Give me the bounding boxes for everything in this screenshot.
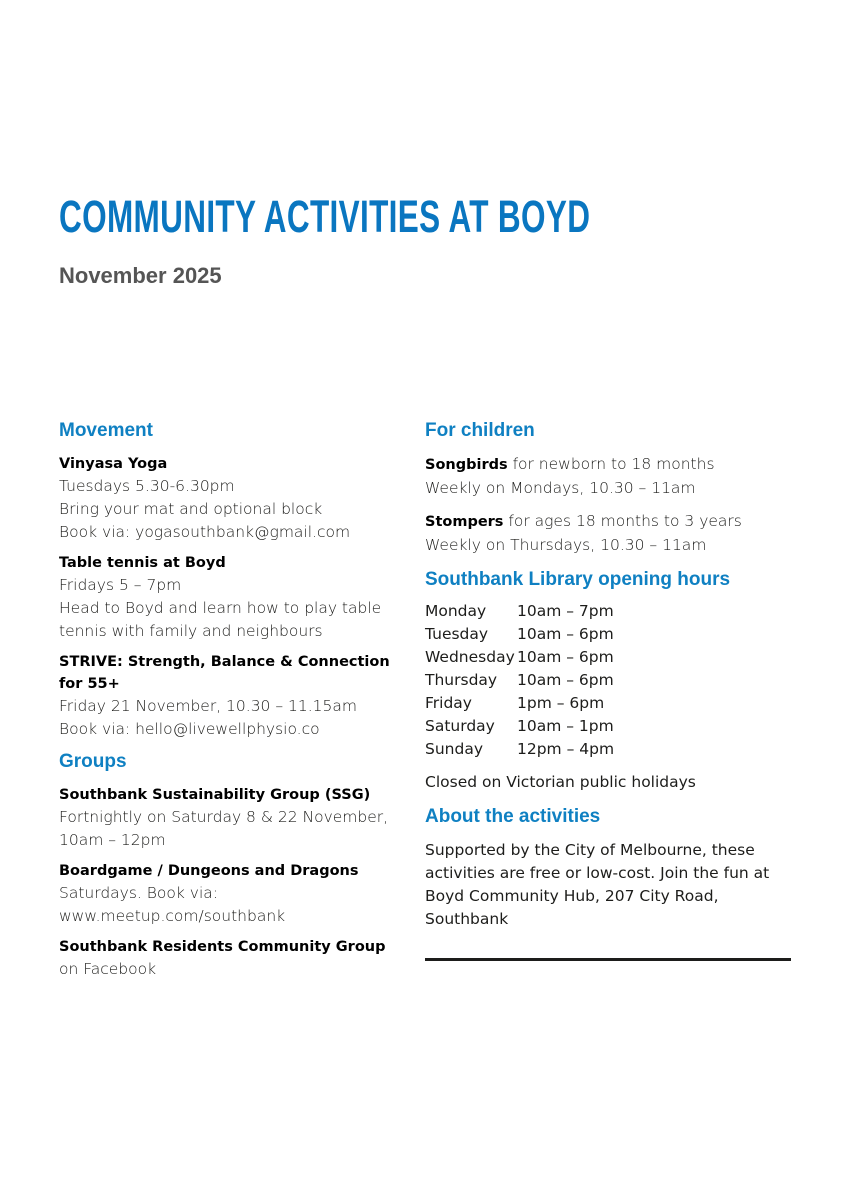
hours-row [425, 692, 614, 715]
library-hours-table [425, 600, 614, 761]
hours-row [425, 646, 614, 669]
activity-detail: Tuesdays 5.30-6.30pm [59, 477, 235, 495]
activity-detail: tennis with family and neighbours [59, 622, 323, 640]
hours-day: Tuesday [425, 625, 489, 643]
section-heading-about: About the activities [425, 806, 601, 827]
activity-title: Table tennis at Boyd [59, 555, 226, 571]
activity-strive [59, 651, 409, 741]
children-stompers [425, 510, 791, 557]
children-activity-schedule: Weekly on Mondays, 10.30 – 11am [425, 479, 696, 497]
hours-row [425, 715, 614, 738]
children-activity-age: for newborn to 18 months [512, 455, 715, 473]
hours-day: Sunday [425, 740, 483, 758]
activity-detail: Friday 21 November, 10.30 – 11.15am [59, 697, 357, 715]
hours-day: Thursday [425, 671, 498, 689]
activity-detail: Fridays 5 – 7pm [59, 576, 182, 594]
hours-row [425, 623, 614, 646]
page-title: COMMUNITY ACTIVITIES AT BOYD [59, 191, 591, 242]
activity-title: Vinyasa Yoga [59, 456, 168, 472]
children-activity-schedule: Weekly on Thursdays, 10.30 – 11am [425, 536, 707, 554]
page-subtitle-date: November 2025 [59, 263, 222, 288]
activity-booking: Book via: hello@livewellphysio.co [59, 720, 320, 738]
children-activity-age: for ages 18 months to 3 years [508, 512, 742, 530]
hours-time: 10am – 6pm [517, 671, 614, 689]
group-title: Southbank Sustainability Group (SSG) [59, 787, 371, 803]
activity-vinyasa-yoga [59, 453, 409, 544]
hours-row [425, 738, 614, 761]
group-residents [59, 936, 409, 981]
group-detail: Fortnightly on Saturday 8 & 22 November, [59, 808, 389, 826]
group-title: Southbank Residents Community Group [59, 939, 386, 955]
about-text: Supported by the City of Melbourne, these activities are free or low-cost. Join the fun at Boyd Community Hub, 207 City Road, Southbank [425, 841, 770, 928]
section-heading-groups: Groups [59, 751, 127, 772]
hours-day: Saturday [425, 717, 495, 735]
activity-detail: Bring your mat and optional block [59, 500, 323, 518]
left-column [59, 418, 409, 989]
group-link: www.meetup.com/southbank [59, 907, 286, 925]
group-detail: Saturdays. Book via: [59, 884, 218, 902]
group-title: Boardgame / Dungeons and Dragons [59, 863, 359, 879]
hours-time: 10am – 6pm [517, 625, 614, 643]
group-detail: 10am – 12pm [59, 831, 166, 849]
hours-day: Wednesday [425, 648, 515, 666]
right-column [425, 418, 791, 941]
hours-time: 10am – 7pm [517, 602, 614, 620]
library-holiday-note: Closed on Victorian public holidays [425, 773, 696, 791]
activity-table-tennis [59, 552, 409, 643]
group-ssg [59, 784, 409, 852]
hours-row [425, 669, 614, 692]
activity-booking: Book via: yogasouthbank@gmail.com [59, 523, 351, 541]
group-boardgame [59, 860, 409, 928]
children-activity-name: Stompers [425, 514, 504, 530]
section-heading-children: For children [425, 420, 535, 441]
group-detail: on Facebook [59, 960, 157, 978]
section-heading-library-hours: Southbank Library opening hours [425, 569, 731, 590]
hours-time: 1pm – 6pm [517, 694, 605, 712]
children-songbirds [425, 453, 791, 500]
divider-rule [425, 958, 791, 961]
activity-detail: Head to Boyd and learn how to play table [59, 599, 382, 617]
hours-day: Monday [425, 602, 487, 620]
hours-row [425, 600, 614, 623]
hours-day: Friday [425, 694, 472, 712]
hours-time: 10am – 6pm [517, 648, 614, 666]
section-heading-movement: Movement [59, 420, 153, 441]
activity-title: STRIVE: Strength, Balance & Connection for 55+ [59, 654, 390, 692]
hours-time: 10am – 1pm [517, 717, 614, 735]
children-activity-line [425, 453, 791, 477]
children-activity-name: Songbirds [425, 457, 508, 473]
children-activity-line [425, 510, 791, 534]
hours-time: 12pm – 4pm [517, 740, 615, 758]
